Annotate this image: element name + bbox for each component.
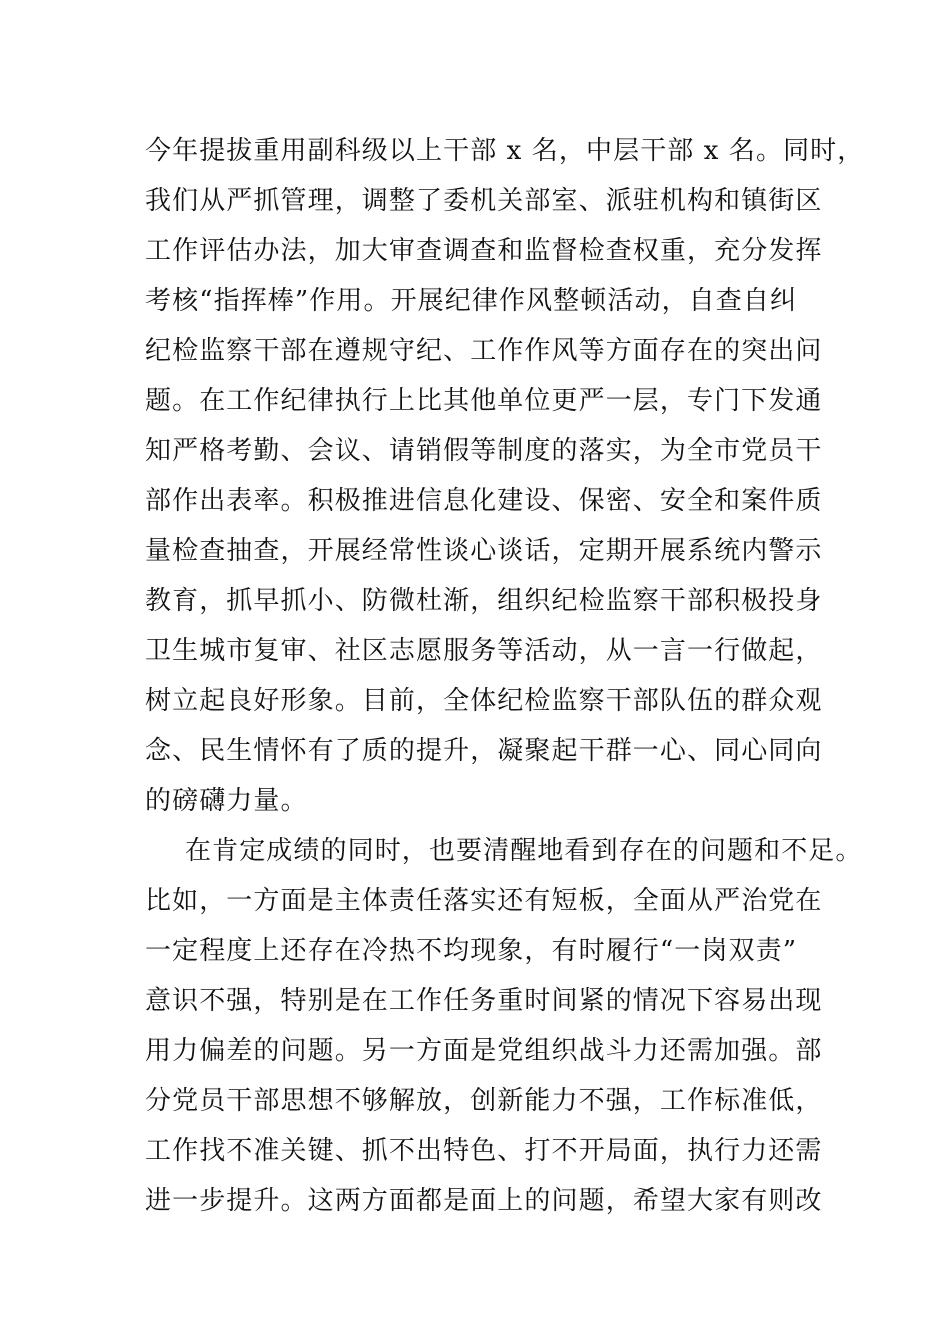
text-line: 教育，抓早抓小、防微杜渐，组织纪检监察干部积极投身	[145, 586, 823, 616]
document-body	[145, 126, 865, 1226]
text-line: 题。在工作纪律执行上比其他单位更严一层，专门下发通	[145, 386, 823, 416]
text-line: 部作出表率。积极推进信息化建设、保密、安全和案件质	[145, 486, 823, 516]
text-line: 纪检监察干部在遵规守纪、工作作风等方面存在的突出问	[145, 336, 823, 366]
text-line-indented: 在肯定成绩的同时，也要清醒地看到存在的问题和不足。	[185, 836, 863, 866]
text-line: 今年提拔重用副科级以上干部 x 名，中层干部 x 名。同时，	[145, 136, 865, 166]
text-line: 一定程度上还存在冷热不均现象，有时履行“一岗双责”	[145, 936, 798, 966]
text-line: 知严格考勤、会议、请销假等制度的落实，为全市党员干	[145, 436, 823, 466]
text-line: 考核“指挥棒”作用。开展纪律作风整顿活动，自查自纠	[145, 286, 798, 316]
text-line: 工作评估办法，加大审查调查和监督检查权重，充分发挥	[145, 236, 823, 266]
text-line: 念、民生情怀有了质的提升，凝聚起干群一心、同心同向	[145, 736, 823, 766]
text-line: 意识不强，特别是在工作任务重时间紧的情况下容易出现	[145, 986, 823, 1016]
text-line: 我们从严抓管理，调整了委机关部室、派驻机构和镇街区	[145, 186, 823, 216]
text-line: 树立起良好形象。目前，全体纪检监察干部队伍的群众观	[145, 686, 823, 716]
paragraph-1	[145, 126, 865, 826]
paragraph-2	[145, 826, 863, 1226]
text-line: 分党员干部思想不够解放，创新能力不强，工作标准低，	[145, 1086, 823, 1116]
text-line: 卫生城市复审、社区志愿服务等活动，从一言一行做起，	[145, 636, 823, 666]
text-line: 比如，一方面是主体责任落实还有短板，全面从严治党在	[145, 886, 823, 916]
text-line: 进一步提升。这两方面都是面上的问题，希望大家有则改	[145, 1186, 823, 1216]
text-line: 量检查抽查，开展经常性谈心谈话，定期开展系统内警示	[145, 536, 823, 566]
text-line: 的磅礴力量。	[145, 786, 308, 816]
text-line: 用力偏差的问题。另一方面是党组织战斗力还需加强。部	[145, 1036, 823, 1066]
text-line: 工作找不准关键、抓不出特色、打不开局面，执行力还需	[145, 1136, 823, 1166]
